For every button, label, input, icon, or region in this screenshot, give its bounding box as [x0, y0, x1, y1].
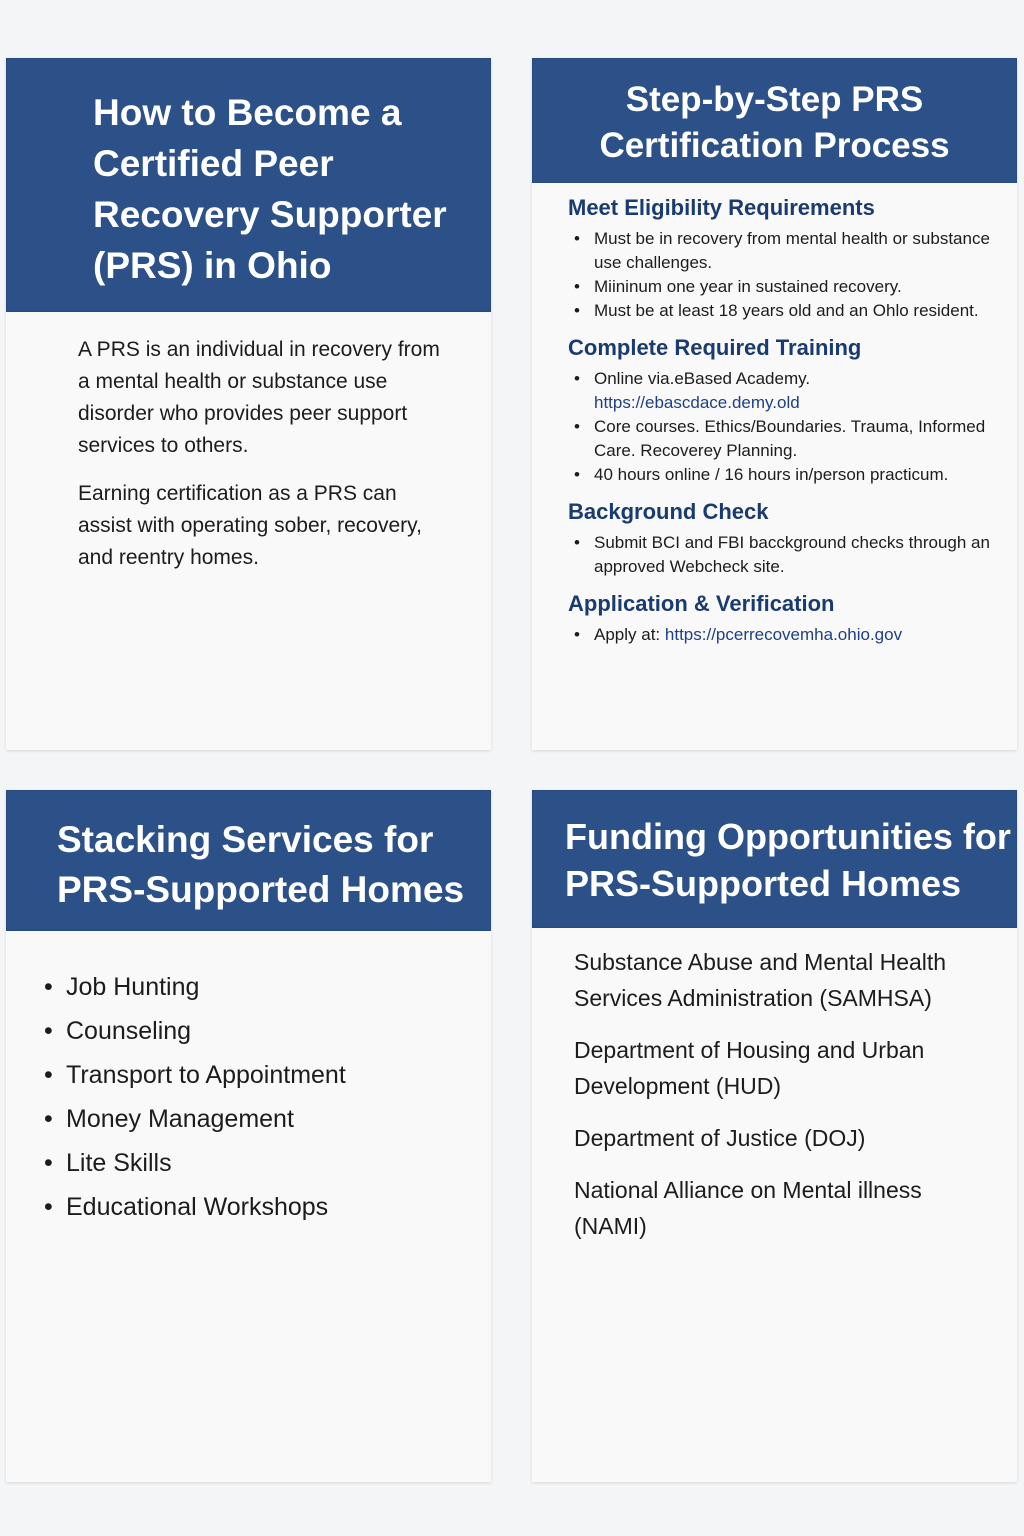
- list-item: • Submit BCI and FBI bacckground checks through an approved Webcheck site.: [574, 531, 997, 579]
- academy-link[interactable]: https://ebascdace.demy.old: [594, 393, 800, 412]
- list-item: • 40 hours online / 16 hours in/person practicum.: [574, 463, 997, 487]
- section-heading: Meet Eligibility Requirements: [568, 195, 875, 220]
- list-item: [574, 367, 997, 415]
- card-title: Step-by-Step PRS Certification Process: [532, 58, 1017, 183]
- section-eligibility: [532, 195, 1017, 323]
- funding-item: Substance Abuse and Mental Health Services Administration (SAMHSA): [574, 949, 947, 1011]
- card-title: Funding Opportunities for PRS-Supported Homes: [532, 790, 1017, 928]
- stacking-services-card: [6, 790, 491, 1482]
- section-heading: Complete Required Training: [568, 335, 862, 360]
- certification-process-card: [532, 58, 1017, 750]
- service-item: • Job Hunting: [44, 965, 491, 1009]
- section-application: [532, 591, 1017, 647]
- service-item: • Educational Workshops: [44, 1185, 491, 1229]
- list-text: Online via.eBased Academy.: [594, 369, 811, 388]
- service-item: • Money Management: [44, 1097, 491, 1141]
- service-item: • Counseling: [44, 1009, 491, 1053]
- prs-intro-card: [6, 58, 491, 750]
- list-item: • Must be at least 18 years old and an Ohlo resident.: [574, 299, 997, 323]
- section-training: [532, 335, 1017, 487]
- list-item: • Miininum one year in sustained recovery.: [574, 275, 997, 299]
- list-text: Apply at:: [594, 625, 661, 644]
- funding-item: Department of Justice (DOJ): [574, 1125, 866, 1151]
- application-link[interactable]: https://pcerrecovemha.ohio.gov: [664, 625, 903, 644]
- list-item: • Must be in recovery from mental health or substance use challenges.: [574, 227, 997, 275]
- list-item: [574, 623, 997, 647]
- service-item: • Transport to Appointment: [44, 1053, 491, 1097]
- service-item: • Lite Skills: [44, 1141, 491, 1185]
- section-background-check: [532, 499, 1017, 579]
- intro-paragraph: A PRS is an individual in recovery from a mental health or substance use disorder who provides peer support services to others.: [78, 338, 440, 457]
- card-title: How to Become a Certified Peer Recovery Supporter (PRS) in Ohio: [6, 58, 491, 312]
- funding-item: National Alliance on Mental illness (NAMI): [574, 1177, 922, 1239]
- list-item: • Core courses. Ethics/Boundaries. Trauma, Informed Care. Recoverey Planning.: [574, 415, 997, 463]
- funding-item: Department of Housing and Urban Development (HUD): [574, 1037, 925, 1099]
- intro-paragraph: Earning certification as a PRS can assist with operating sober, recovery, and reentry homes.: [78, 482, 422, 569]
- section-heading: Background Check: [568, 499, 769, 524]
- card-title: Stacking Services for PRS-Supported Homes: [6, 790, 491, 931]
- section-heading: Application & Verification: [568, 591, 835, 616]
- funding-card: [532, 790, 1017, 1482]
